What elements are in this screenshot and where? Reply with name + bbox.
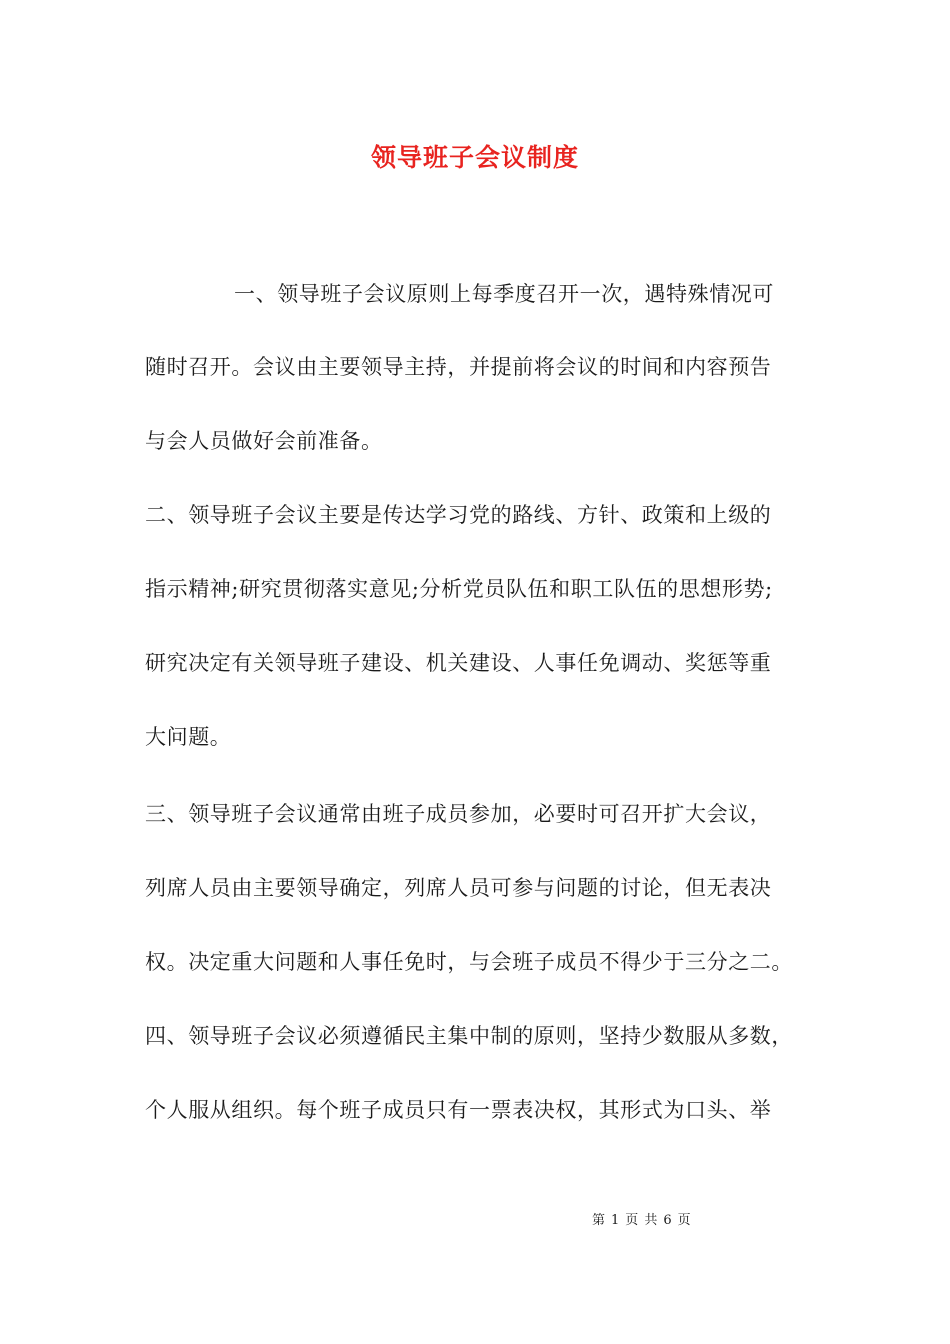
body-line: 列席人员由主要领导确定，列席人员可参与问题的讨论，但无表决 [145,876,772,900]
total-pages-number: 6 [663,1213,672,1228]
body-line: 随时召开。会议由主要领导主持，并提前将会议的时间和内容预告 [145,355,772,379]
body-line: 大问题。 [145,725,232,749]
document-title: 领导班子会议制度 [370,143,579,172]
body-line: 四、领导班子会议必须遵循民主集中制的原则，坚持少数服从多数， [145,1024,793,1048]
body-line: 与会人员做好会前准备。 [145,429,383,453]
body-line: 个人服从组织。每个班子成员只有一票表决权，其形式为口头、举 [145,1098,772,1122]
page-footer [592,1209,697,1228]
footer-page-word: 页 [625,1213,639,1228]
body-line: 权。决定重大问题和人事任免时，与会班子成员不得少于三分之二。 [145,950,793,974]
body-line: 一、领导班子会议原则上每季度召开一次，遇特殊情况可 [234,282,774,306]
current-page-number: 1 [611,1213,620,1228]
footer-suffix: 页 [677,1213,691,1228]
footer-prefix: 第 [592,1213,606,1228]
body-line: 三、领导班子会议通常由班子成员参加，必要时可召开扩大会议， [145,802,772,826]
body-line: 指示精神;研究贯彻落实意见;分析党员队伍和职工队伍的思想形势; [145,577,773,601]
body-line: 二、领导班子会议主要是传达学习党的路线、方针、政策和上级的 [145,503,772,527]
footer-total-prefix: 共 [644,1213,658,1228]
body-line: 研究决定有关领导班子建设、机关建设、人事任免调动、奖惩等重 [145,651,772,675]
